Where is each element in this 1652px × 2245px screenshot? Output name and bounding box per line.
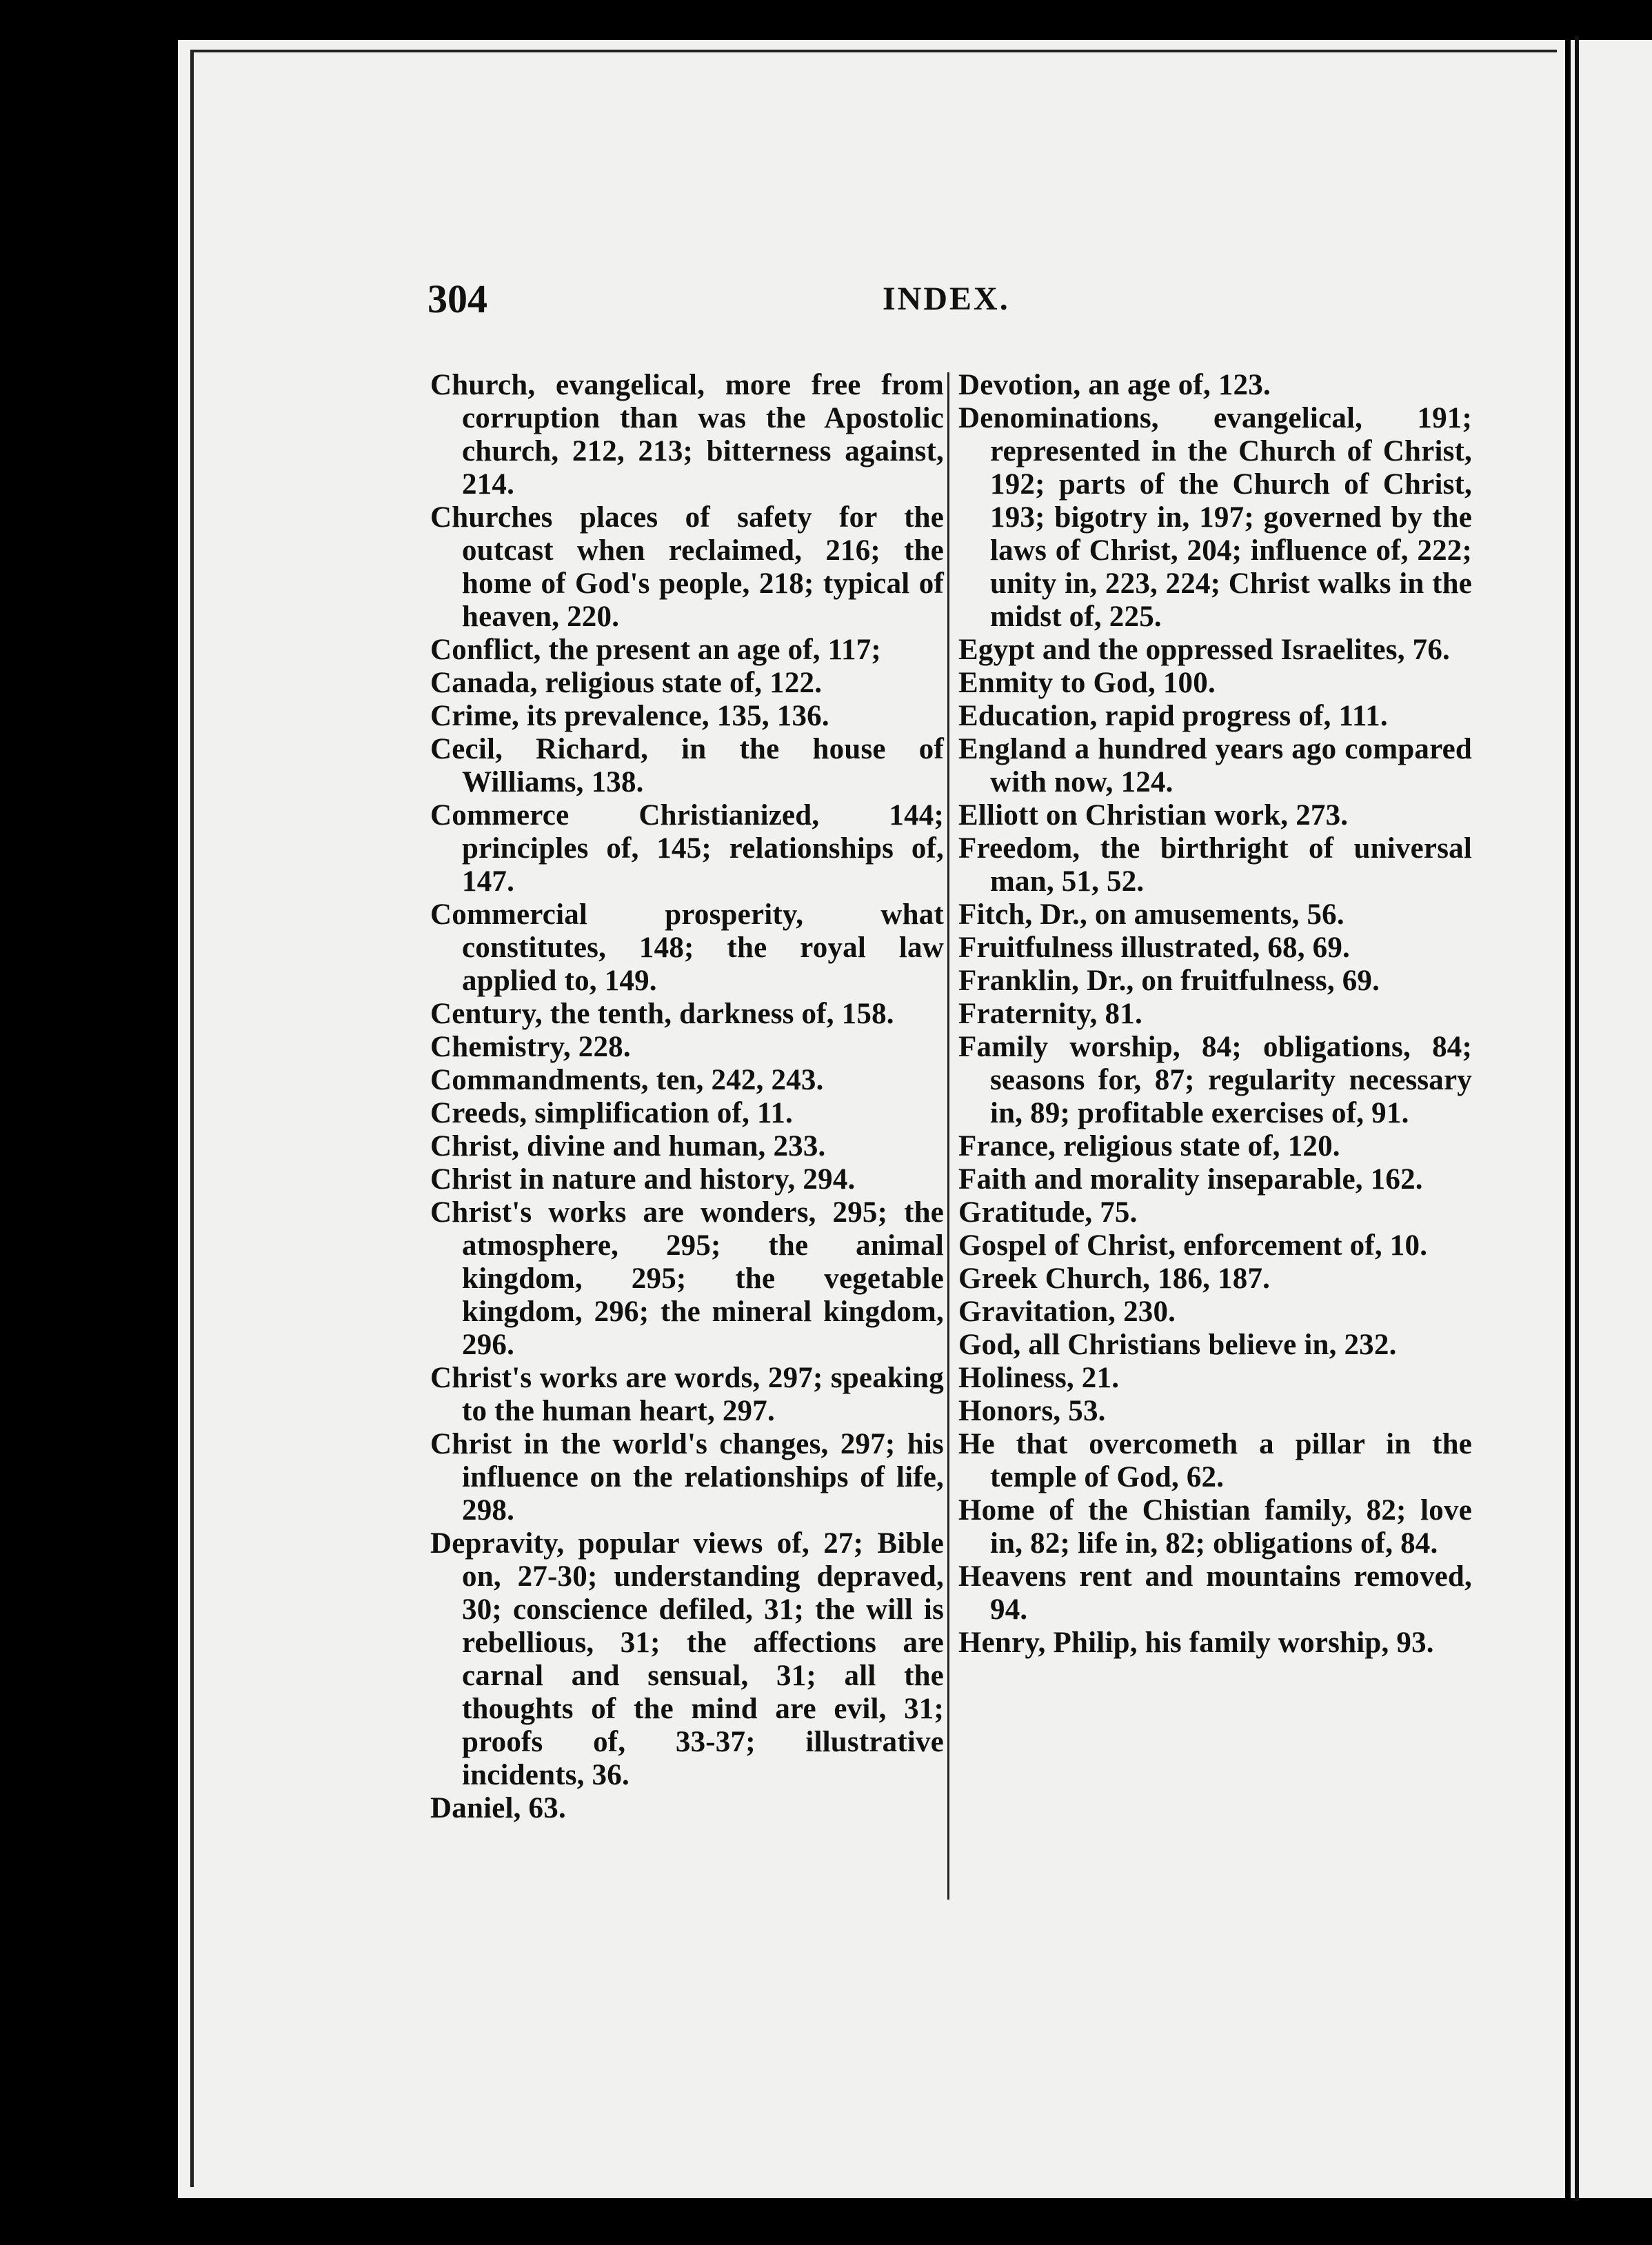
index-entry: Crime, its prevalence, 135, 136.: [430, 700, 829, 732]
index-entry: Chemistry, 228.: [430, 1031, 631, 1063]
index-entry: Commandments, ten, 242, 243.: [430, 1064, 824, 1096]
index-entry: Gravitation, 230.: [958, 1296, 1176, 1328]
index-entry: He that overcometh a pillar in the temple of God, 62.: [958, 1428, 1472, 1493]
index-entry: Holiness, 21.: [958, 1362, 1120, 1394]
index-entry: Education, rapid progress of, 111.: [958, 700, 1388, 732]
adjacent-page-edge: [1571, 40, 1652, 2198]
index-entry: Elliott on Christian work, 273.: [958, 799, 1349, 832]
column-divider: [947, 372, 949, 1900]
index-entry: Century, the tenth, darkness of, 158.: [430, 998, 894, 1030]
index-entry: God, all Christians believe in, 232.: [958, 1329, 1397, 1361]
index-entry: Denominations, evangelical, 191; represented in the Church of Christ, 192; parts of the Church of Christ, 193; bigotry in, 197; governed by the laws of Christ, 204; influence of, 222; unity in, 223, 224; Christ walks in the midst of, 225.: [958, 402, 1472, 633]
index-entry: Commercial prosperity, what constitutes, 148; the royal law applied to, 149.: [430, 898, 944, 997]
page-border-top: [192, 50, 1557, 52]
index-entry: Canada, religious state of, 122.: [430, 667, 823, 699]
adjacent-page-border: [1575, 36, 1579, 2201]
index-entry: Devotion, an age of, 123.: [958, 369, 1271, 401]
index-entry: Fitch, Dr., on amusements, 56.: [958, 898, 1344, 931]
page-border-left: [190, 50, 194, 2187]
index-entry: Egypt and the oppressed Israelites, 76.: [958, 634, 1450, 666]
index-entry: Daniel, 63.: [430, 1792, 566, 1824]
index-column-left: [430, 369, 944, 1825]
index-entry: Heavens rent and mountains removed, 94.: [958, 1560, 1472, 1626]
index-entry: England a hundred years ago compared with now, 124.: [958, 733, 1472, 798]
index-entry: Fraternity, 81.: [958, 998, 1142, 1030]
running-head: INDEX.: [883, 281, 1010, 317]
page-number: 304: [427, 276, 487, 321]
page-header: [427, 276, 1462, 324]
index-entry: Christ, divine and human, 233.: [430, 1130, 826, 1162]
index-entry: Henry, Philip, his family worship, 93.: [958, 1627, 1434, 1659]
index-entry: Greek Church, 186, 187.: [958, 1262, 1271, 1295]
index-column-right: [958, 369, 1472, 1660]
index-entry: Christ's works are words, 297; speaking to the human heart, 297.: [430, 1362, 944, 1427]
index-entry: Christ's works are wonders, 295; the atmosphere, 295; the animal kingdom, 295; the vegetable kingdom, 296; the mineral kingdom, 296.: [430, 1196, 944, 1361]
index-entry: Conflict, the present an age of, 117;: [430, 634, 881, 666]
index-entry: Freedom, the birthright of universal man, 51, 52.: [958, 832, 1472, 898]
index-entry: Churches places of safety for the outcast when reclaimed, 216; the home of God's people, 218; typical of heaven, 220.: [430, 501, 944, 633]
index-entry: Franklin, Dr., on fruitfulness, 69.: [958, 965, 1380, 997]
index-entry: Christ in nature and history, 294.: [430, 1163, 856, 1196]
index-entry: Commerce Christianized, 144; principles of, 145; relationships of, 147.: [430, 799, 944, 898]
index-entry: Home of the Chistian family, 82; love in, 82; life in, 82; obligations of, 84.: [958, 1494, 1472, 1560]
index-entry: Creeds, simplification of, 11.: [430, 1097, 793, 1129]
index-entry: Depravity, popular views of, 27; Bible on, 27-30; understanding depraved, 30; conscience defiled, 31; the will is rebellious, 31; the affections are carnal and sensual, 31; all the thoughts of the mind are evil, 31; proofs of, 33-37; illustrative incidents, 36.: [430, 1527, 944, 1791]
index-entry: Gospel of Christ, enforcement of, 10.: [958, 1229, 1428, 1262]
index-entry: Family worship, 84; obligations, 84; seasons for, 87; regularity necessary in, 89; profitable exercises of, 91.: [958, 1031, 1472, 1129]
index-entry: Gratitude, 75.: [958, 1196, 1138, 1229]
index-entry: France, religious state of, 120.: [958, 1130, 1340, 1162]
index-entry: Fruitfulness illustrated, 68, 69.: [958, 932, 1350, 964]
index-entry: Church, evangelical, more free from corruption than was the Apostolic church, 212, 213; bitterness against, 214.: [430, 369, 944, 501]
index-entry: Faith and morality inseparable, 162.: [958, 1163, 1423, 1196]
index-entry: Enmity to God, 100.: [958, 667, 1216, 699]
index-entry: Cecil, Richard, in the house of Williams, 138.: [430, 733, 944, 798]
index-entry: Christ in the world's changes, 297; his influence on the relationships of life, 298.: [430, 1428, 944, 1527]
index-entry: Honors, 53.: [958, 1395, 1106, 1427]
